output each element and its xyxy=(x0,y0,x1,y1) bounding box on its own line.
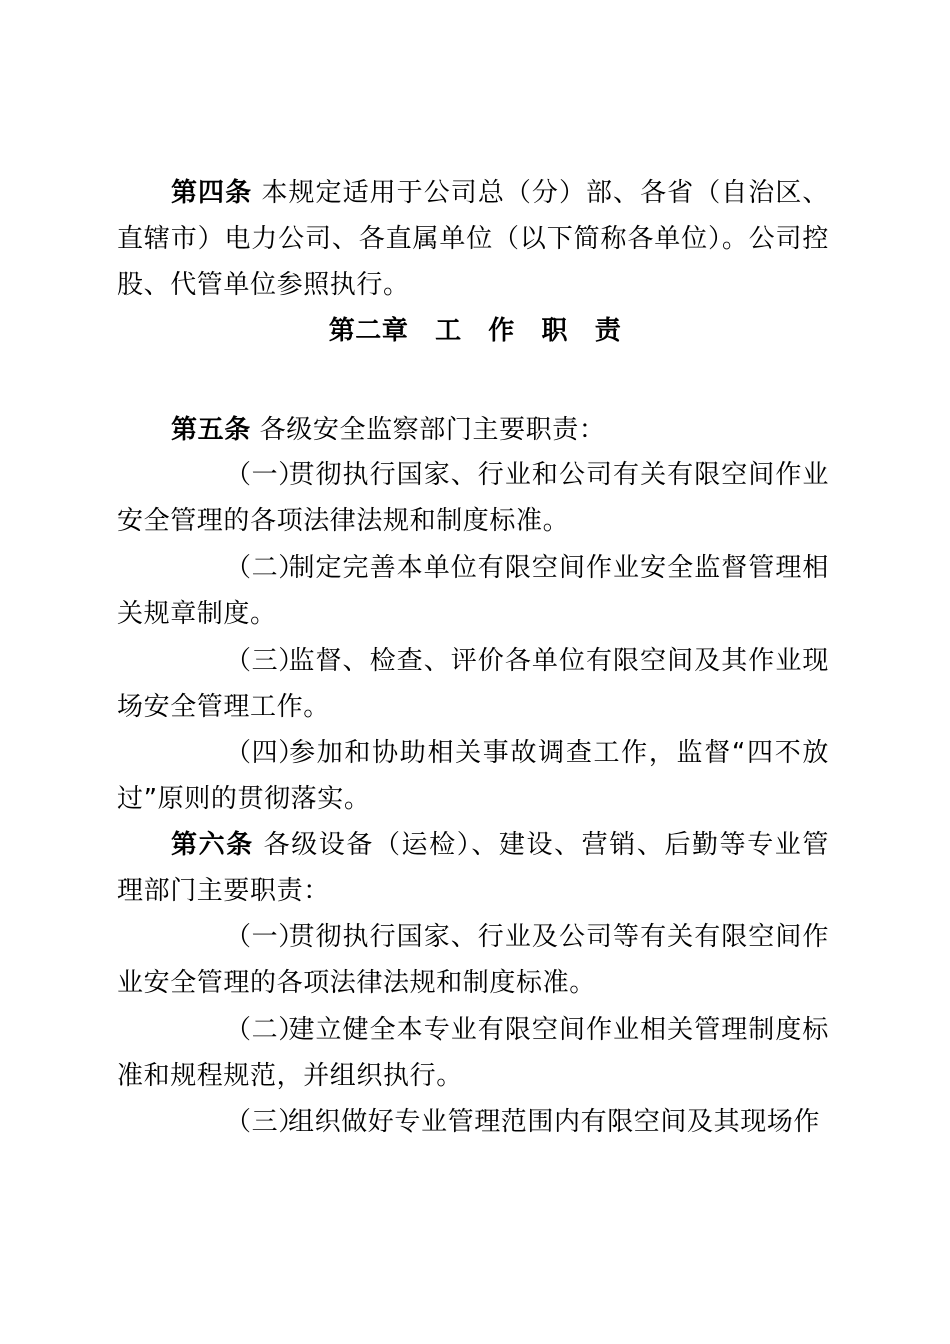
item-text: 组织做好专业管理范围内有限空间及其现场作 xyxy=(288,1107,821,1137)
article-5-label: 第五条 xyxy=(171,415,251,445)
article-5-item-1 xyxy=(117,452,829,544)
item-text: 贯彻执行国家、行业和公司有关有限空间作业安全管理的各项法律法规和制度标准。 xyxy=(117,460,829,536)
article-5-paragraph xyxy=(117,407,829,453)
article-6-item-2 xyxy=(117,1007,829,1099)
article-4-paragraph xyxy=(117,170,829,308)
item-text: 监督、检查、评价各单位有限空间及其作业现场安全管理工作。 xyxy=(117,646,829,722)
item-text: 建立健全本专业有限空间作业相关管理制度标准和规程规范，并组织执行。 xyxy=(117,1015,829,1091)
article-5-text: 各级安全监察部门主要职责： xyxy=(250,415,606,445)
article-6-text: 各级设备（运检）、建设、营销、后勤等专业管理部门主要职责： xyxy=(117,830,829,906)
item-number: （二） xyxy=(225,553,305,583)
item-text: 参加和协助相关事故调查工作，监督“四不放过”原则的贯彻落实。 xyxy=(117,738,829,814)
item-text: 贯彻执行国家、行业及公司等有关有限空间作业安全管理的各项法律法规和制度标准。 xyxy=(117,922,829,998)
item-number: （三） xyxy=(225,646,305,676)
article-4-text: 本规定适用于公司总（分）部、各省（自治区、直辖市）电力公司、各直属单位（以下简称各单位）。公司控股、代管单位参照执行。 xyxy=(117,178,829,300)
item-number: （一） xyxy=(225,922,305,952)
item-number: （四） xyxy=(225,738,305,768)
chapter-2-heading: 第二章 工 作 职 责 xyxy=(328,316,622,346)
article-6-label: 第六条 xyxy=(171,830,254,860)
item-number: （三） xyxy=(225,1107,305,1137)
article-5-item-3 xyxy=(117,638,829,730)
article-5-item-2 xyxy=(117,545,829,637)
item-number: （二） xyxy=(225,1015,305,1045)
article-6-item-1 xyxy=(117,914,829,1006)
article-4-label: 第四条 xyxy=(171,178,253,208)
article-6-paragraph xyxy=(117,822,829,914)
article-6-item-3 xyxy=(117,1099,829,1145)
item-text: 制定完善本单位有限空间作业安全监督管理相关规章制度。 xyxy=(117,553,829,629)
item-number: （一） xyxy=(225,460,305,490)
article-5-item-4 xyxy=(117,730,829,822)
